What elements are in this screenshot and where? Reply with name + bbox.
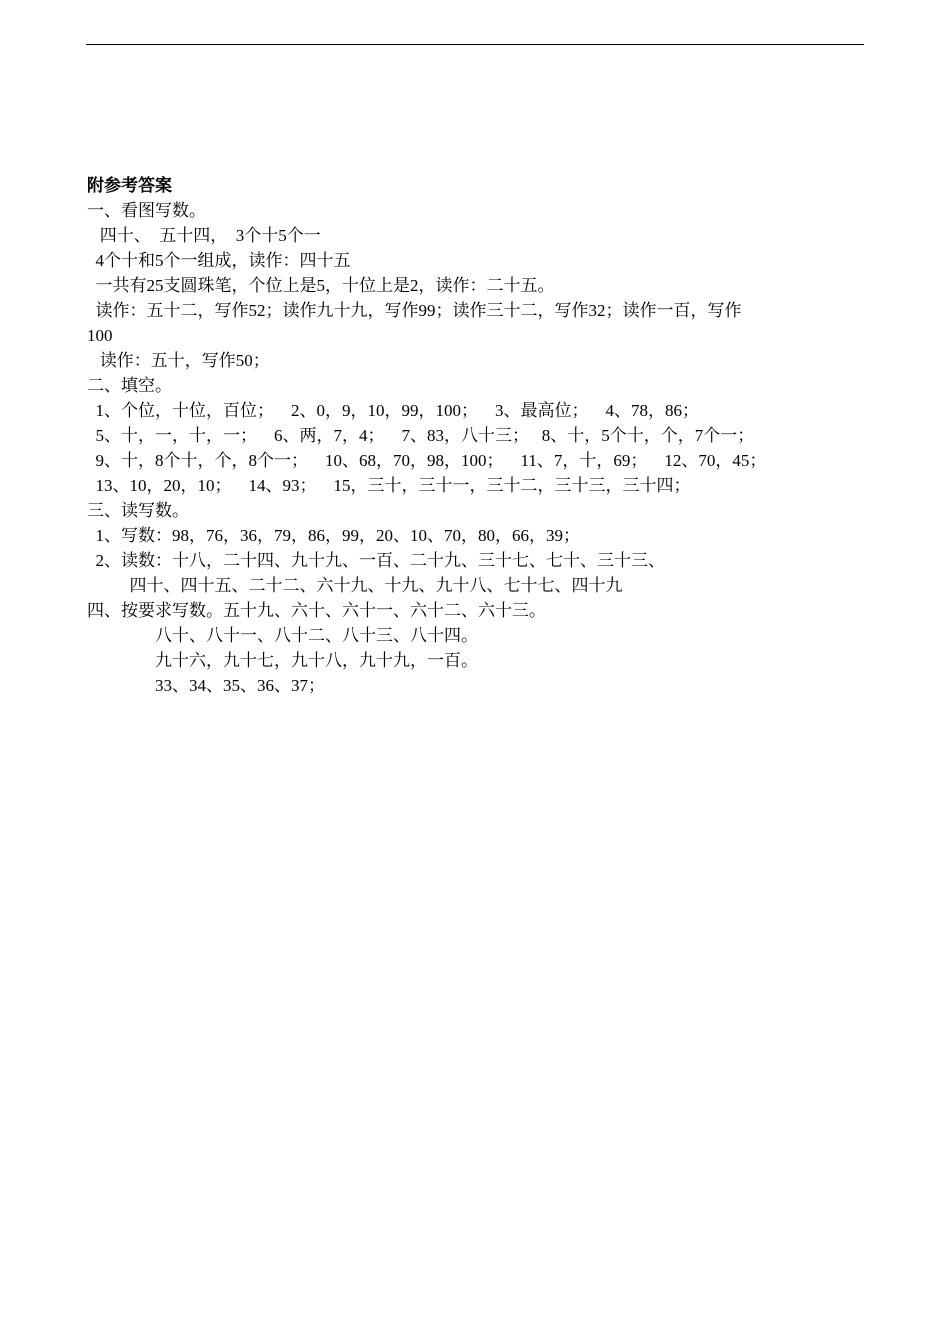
- text-line: 33、34、35、36、37；: [87, 676, 325, 695]
- text-line: 13、10，20，10； 14、93； 15，三十，三十一，三十二，三十三，三十四；: [87, 476, 691, 495]
- text-line: 4个十和5个一组成，读作：四十五: [87, 251, 351, 270]
- text-line: 四十、四十五、二十二、六十九、十九、九十八、七十七、四十九: [87, 576, 623, 595]
- section-2-heading: 二、填空。: [87, 376, 172, 395]
- text-line: 9、十，8个十，个，8个一； 10、68，70，98，100； 11、7，十，69； 12、70，45；: [87, 451, 767, 470]
- text-line: 2、读数：十八，二十四、九十九、一百、二十九、三十七、七十、三十三、: [87, 551, 665, 570]
- header-rule: [86, 44, 864, 45]
- text-line: 100: [87, 326, 113, 345]
- text-line: 读作：五十，写作50；: [87, 351, 270, 370]
- text-line: 读作：五十二，写作52；读作九十九，写作99；读作三十二，写作32；读作一百，写作: [87, 301, 742, 320]
- text-line: 四十、 五十四， 3个十5个一: [87, 226, 321, 245]
- text-line: 八十、八十一、八十二、八十三、八十四。: [87, 626, 478, 645]
- text-line: 1、个位，十位，百位； 2、0，9，10，99，100； 3、最高位； 4、78，86；: [87, 401, 699, 420]
- answer-key-body: [87, 173, 857, 698]
- text-line: 九十六，九十七，九十八，九十九，一百。: [87, 651, 478, 670]
- text-line: 一共有25支圆珠笔，个位上是5，十位上是2，读作：二十五。: [87, 276, 555, 295]
- text-line: 1、写数：98，76，36，79，86，99，20、10、70，80，66，39；: [87, 526, 580, 545]
- section-1-heading: 一、看图写数。: [87, 201, 206, 220]
- section-3-heading: 三、读写数。: [87, 501, 189, 520]
- answer-key-title: 附参考答案: [87, 176, 172, 195]
- text-line: 5、十，一，十，一； 6、两，7，4； 7、83，八十三； 8、十，5个十，个，7个一；: [87, 426, 755, 445]
- section-4-heading: 四、按要求写数。五十九、六十、六十一、六十二、六十三。: [87, 601, 546, 620]
